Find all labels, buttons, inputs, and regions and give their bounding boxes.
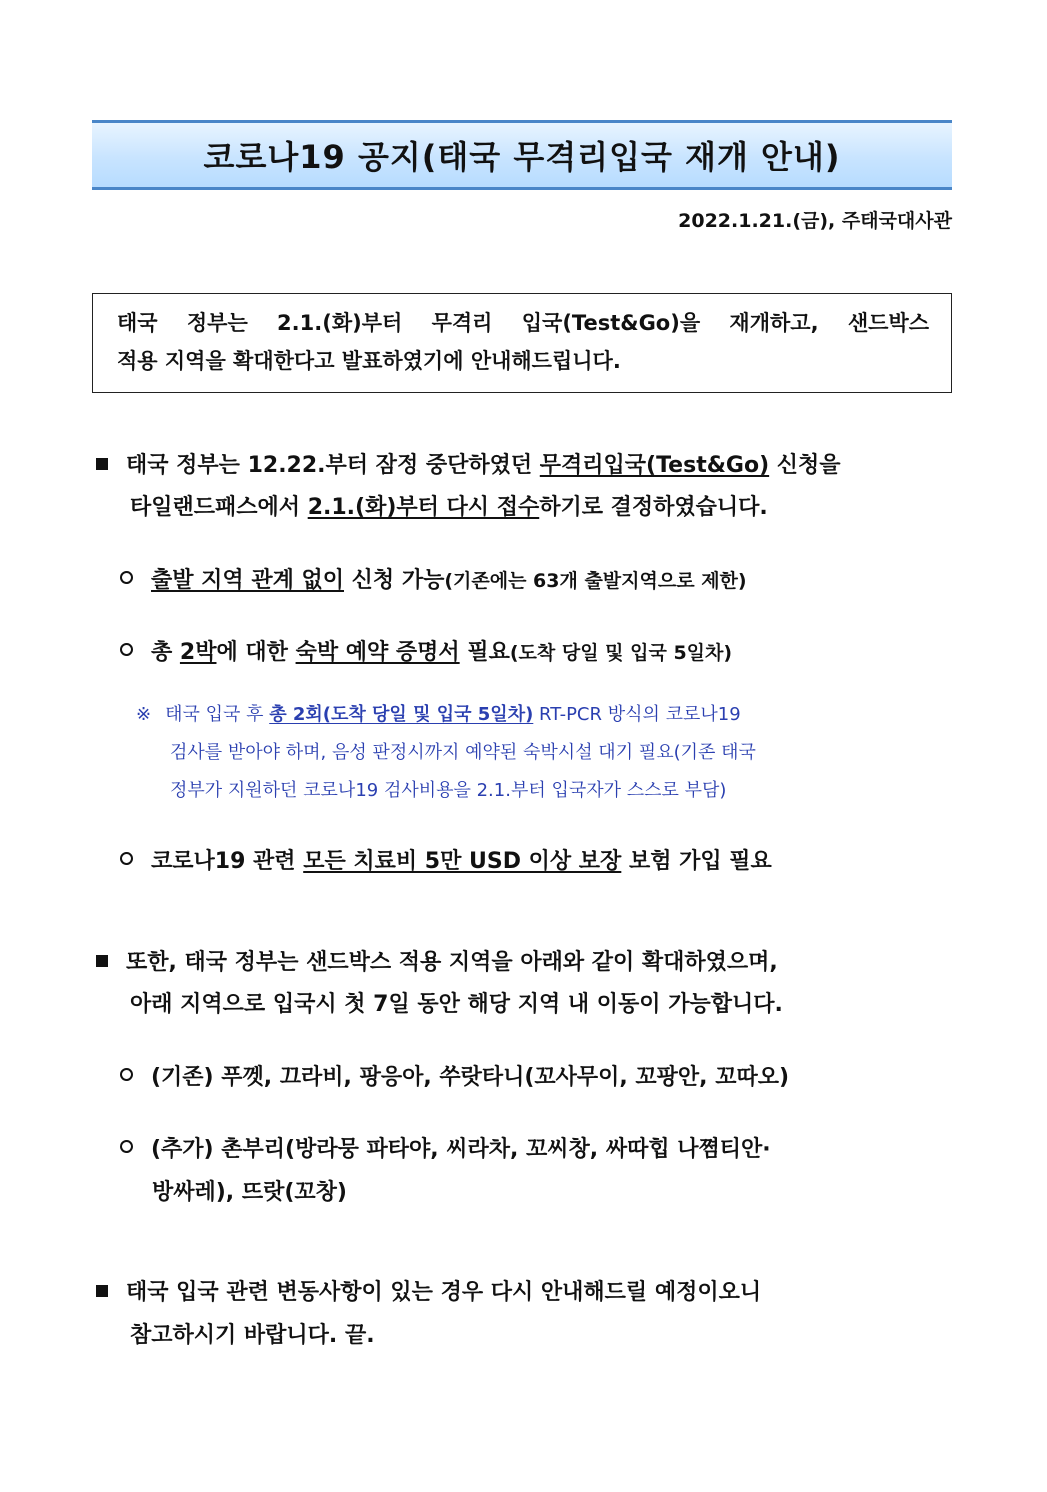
circle-bullet-icon (120, 1068, 133, 1081)
section-3-line-2: 참고하시기 바랍니다. 끝. (130, 1323, 375, 1348)
square-bullet-icon (96, 458, 108, 470)
circle-bullet-icon (120, 571, 133, 584)
date-issuer: 2022.1.21.(금), 주태국대사관 (678, 210, 952, 232)
summary-box (92, 293, 952, 393)
note-line-2: 검사를 받아야 하며, 음성 판정시까지 예약된 숙박시설 대기 필요(기존 태국 (170, 742, 756, 763)
section-1-item-1: 출발 지역 관계 없이 신청 가능(기존에는 63개 출발지역으로 제한) (120, 563, 747, 594)
section-2-line-1: 또한, 태국 정부는 샌드박스 적용 지역을 아래와 같이 확대하였으며, (96, 945, 778, 976)
note-line-1: ※ 태국 입국 후 총 2회(도착 당일 및 입국 5일차) RT-PCR 방식의 코로나19 (136, 704, 741, 725)
reference-mark-icon: ※ (136, 704, 152, 725)
section-1-line-2: 타일랜드패스에서 2.1.(화)부터 다시 접수하기로 결정하였습니다. (130, 495, 768, 520)
section-3-line-1: 태국 입국 관련 변동사항이 있는 경우 다시 안내해드릴 예정이오니 (96, 1275, 761, 1306)
section-2-line-2: 아래 지역으로 입국시 첫 7일 동안 해당 지역 내 이동이 가능합니다. (130, 992, 783, 1017)
section-1-item-2: 총 2박에 대한 숙박 예약 증명서 필요(도착 당일 및 입국 5일차) (120, 635, 732, 666)
square-bullet-icon (96, 955, 108, 967)
circle-bullet-icon (120, 852, 133, 865)
page-title: 코로나19 공지(태국 무격리입국 재개 안내) (203, 138, 841, 176)
circle-bullet-icon (120, 1140, 133, 1153)
section-2-item-2-cont: 방싸레), 뜨랏(꼬창) (152, 1180, 347, 1205)
square-bullet-icon (96, 1285, 108, 1297)
summary-line-1: 태국 정부는 2.1.(화)부터 무격리 입국(Test&Go)을 재개하고, 샌드박스 (117, 311, 929, 335)
title-banner (92, 120, 952, 190)
section-1-line-1: 태국 정부는 12.22.부터 잠정 중단하였던 무격리입국(Test&Go) 신청을 (96, 448, 952, 479)
section-2-item-2: (추가) 촌부리(방라뭉 파타야, 씨라차, 꼬씨창, 싸따힙 나쪔티안· (120, 1132, 771, 1163)
summary-line-2: 적용 지역을 확대한다고 발표하였기에 안내해드립니다. (117, 349, 621, 373)
section-1-item-3: 코로나19 관련 모든 치료비 5만 USD 이상 보장 보험 가입 필요 (120, 844, 772, 875)
section-2-item-1: (기존) 푸껫, 끄라비, 팡응아, 쑤랏타니(꼬사무이, 꼬팡안, 꼬따오) (120, 1060, 789, 1091)
circle-bullet-icon (120, 643, 133, 656)
note-line-3: 정부가 지원하던 코로나19 검사비용을 2.1.부터 입국자가 스스로 부담) (170, 780, 727, 801)
